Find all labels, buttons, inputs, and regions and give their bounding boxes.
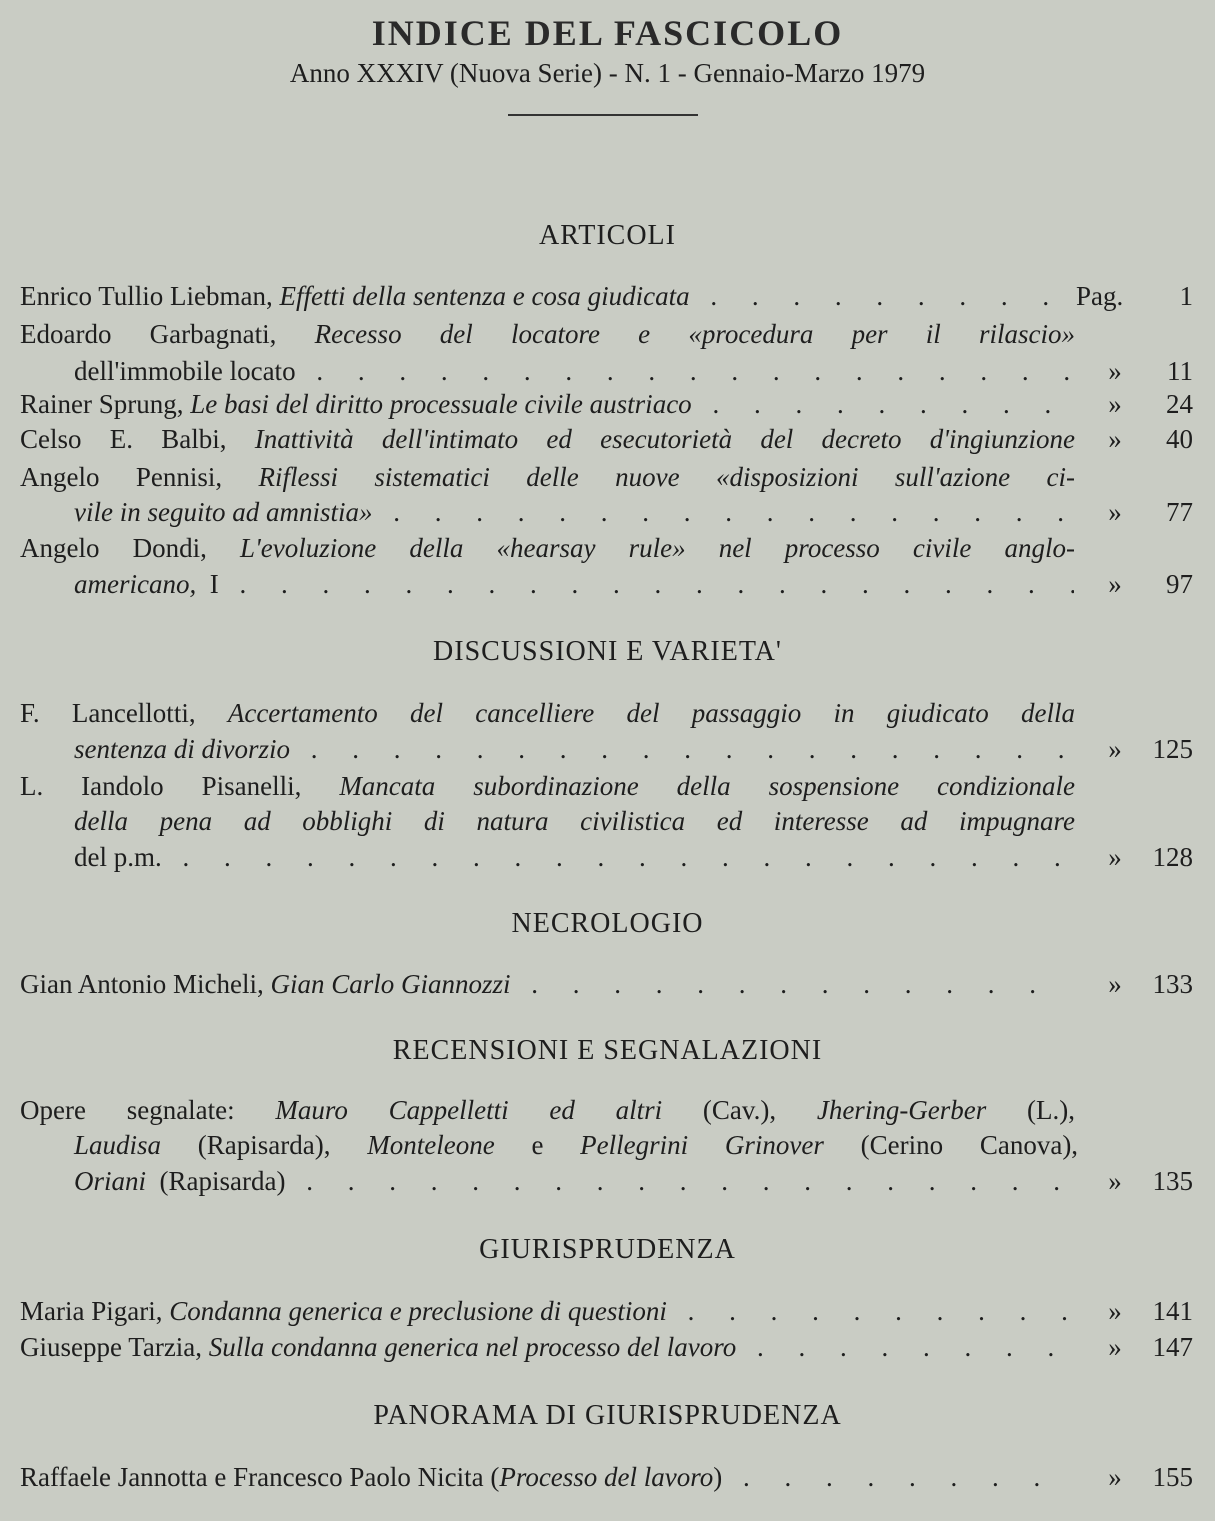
ditto-mark: » <box>1108 1166 1122 1196</box>
entry-title: L'evoluzione della «hearsay rule» nel processo civile anglo- <box>239 533 1075 563</box>
review-work: Jhering-Gerber <box>816 1095 987 1125</box>
ditto-mark: » <box>1108 1296 1122 1326</box>
entry-page-number: 147 <box>1152 1332 1193 1362</box>
entry-author: Rainer Sprung, <box>20 389 184 419</box>
entry-author: Gian Antonio Micheli, <box>20 969 264 999</box>
entry-author: Raffaele Jannotta e Francesco Paolo Nicita <box>20 1462 484 1492</box>
toc-entry-text <box>20 530 1075 566</box>
toc-entry-text <box>20 695 1075 731</box>
review-reviewer: (Rapisarda) <box>159 1166 286 1196</box>
entry-continuation-text: del p.m. . . <box>74 839 1074 875</box>
entry-page-number: 135 <box>1152 1166 1193 1196</box>
review-line <box>0 1092 1215 1128</box>
entry-title: Inattività dell'intimato ed esecutorietà del decreto d'ingiunzione <box>254 424 1075 454</box>
review-line-text <box>20 1092 1075 1128</box>
entry-title: Le basi del diritto processuale civile austriaco <box>190 389 692 419</box>
review-line <box>0 1127 1215 1163</box>
entry-page-number: 11 <box>1167 356 1193 386</box>
review-work: Pellegrini Grinover <box>580 1130 824 1160</box>
toc-entry-text <box>20 1293 1070 1329</box>
toc-entry-text <box>20 316 1075 352</box>
entry-title: Effetti della sentenza e cosa giudicata <box>279 281 690 311</box>
review-line-text <box>74 1127 1078 1163</box>
review-reviewer: (Cerino Canova), <box>860 1130 1079 1160</box>
entry-title: Gian Carlo Giannozzi <box>270 969 511 999</box>
entry-title: Mancata subordinazione della sospensione condizionale <box>339 771 1076 801</box>
toc-entry-continuation <box>0 839 1215 875</box>
section-heading-recensioni: RECENSIONI E SEGNALAZIONI <box>392 1035 823 1066</box>
review-line <box>0 1163 1215 1199</box>
review-reviewer: (Rapisarda), <box>197 1130 331 1160</box>
issue-subtitle: Anno XXXIV (Nuova Serie) - N. 1 - Gennaio-Marzo 1979 <box>289 58 926 88</box>
entry-page-number: 77 <box>1166 497 1193 527</box>
entry-page-number: 141 <box>1152 1296 1193 1326</box>
ditto-mark: » <box>1108 569 1122 599</box>
entry-title-line2: della pena ad obblighi di natura civilistica ed interesse ad impugnare <box>74 806 1075 836</box>
review-work: Mauro Cappelletti ed altri <box>275 1095 663 1125</box>
toc-entry-continuation <box>0 353 1215 389</box>
ditto-mark: » <box>1108 842 1122 872</box>
toc-entry-text <box>20 386 1070 422</box>
entry-title: Condanna generica e preclusione di questioni <box>169 1296 667 1326</box>
toc-entry-continuation <box>0 803 1215 839</box>
section-heading-necrologio: NECROLOGIO <box>511 908 704 939</box>
entry-continuation-text: sentenza di divorzio <box>74 734 290 764</box>
toc-entry-text <box>20 1329 1070 1365</box>
entry-author: Maria Pigari, <box>20 1296 163 1326</box>
ditto-mark: » <box>1108 1332 1122 1362</box>
ditto-mark: » <box>1108 424 1122 454</box>
entry-continuation-text: vile in seguito ad amnistia» <box>74 497 373 527</box>
toc-entry <box>0 421 1215 457</box>
section-heading-articoli: ARTICOLI <box>539 220 676 251</box>
toc-entry-text <box>20 278 1070 314</box>
entry-author: L. Iandolo Pisanelli, <box>20 771 302 801</box>
ditto-mark: » <box>1108 969 1122 999</box>
entry-page-number: 128 <box>1152 842 1193 872</box>
toc-entry <box>0 1293 1215 1329</box>
toc-entry <box>0 966 1215 1002</box>
entry-page-number: 1 <box>1179 281 1193 311</box>
entry-page-number: 125 <box>1152 734 1193 764</box>
entry-author: Enrico Tullio Liebman, <box>20 281 273 311</box>
toc-entry <box>0 1459 1215 1495</box>
toc-entry <box>0 1329 1215 1365</box>
entry-author: Angelo Dondi, <box>20 533 207 563</box>
entry-continuation-wrap <box>74 566 1074 602</box>
entry-title: Recesso del locatore e «procedura per il rilascio» <box>314 319 1075 349</box>
toc-entry <box>0 386 1215 422</box>
title-divider <box>508 114 698 116</box>
reviews-prefix: Opere segnalate: <box>20 1095 235 1125</box>
toc-entry-text <box>20 459 1075 495</box>
entry-page-number: 133 <box>1152 969 1193 999</box>
toc-entry-continuation <box>0 731 1215 767</box>
review-work: Monteleone <box>367 1130 495 1160</box>
entry-author: F. Lancellotti, <box>20 698 196 728</box>
toc-entry-text <box>20 421 1075 457</box>
entry-page-number: 24 <box>1166 389 1193 419</box>
page-title: INDICE DEL FASCICOLO <box>371 13 844 53</box>
section-heading-panorama: PANORAMA DI GIURISPRUDENZA <box>373 1400 842 1431</box>
toc-entry <box>0 459 1215 495</box>
ditto-mark: » <box>1108 734 1122 764</box>
entry-title: Processo del lavoro <box>499 1462 714 1492</box>
entry-continuation-text: dell'immobile locato . . <box>74 353 1074 389</box>
entry-title: Riflessi sistematici delle nuove «disposizioni sull'azione ci- <box>258 462 1075 492</box>
page-label: Pag. <box>1076 281 1124 311</box>
review-reviewer: (L.), <box>1027 1095 1076 1125</box>
entry-page-number: 155 <box>1152 1462 1193 1492</box>
entry-page-number: 40 <box>1166 424 1193 454</box>
review-work: Oriani <box>74 1166 147 1196</box>
entry-author: Celso E. Balbi, <box>20 424 227 454</box>
toc-entry-text <box>20 966 1070 1002</box>
ditto-mark: » <box>1108 356 1122 386</box>
review-work: Laudisa <box>74 1130 162 1160</box>
toc-entry <box>0 768 1215 804</box>
toc-entry <box>0 695 1215 731</box>
toc-entry <box>0 530 1215 566</box>
review-line-text <box>74 1163 1074 1199</box>
entry-author: Edoardo Garbagnati, <box>20 319 277 349</box>
entry-part-number: I <box>209 569 219 599</box>
entry-title-line2-wrap <box>74 803 1075 839</box>
entry-author: Angelo Pennisi, <box>20 462 223 492</box>
toc-entry <box>0 316 1215 352</box>
entry-continuation-wrap <box>74 494 1074 530</box>
entry-continuation-text: americano, <box>74 569 197 599</box>
toc-entry <box>0 278 1215 314</box>
section-heading-giurisprudenza: GIURISPRUDENZA <box>479 1234 736 1265</box>
review-joiner: e <box>531 1130 544 1160</box>
entry-page-number: 97 <box>1166 569 1193 599</box>
review-reviewer: (Cav.), <box>702 1095 777 1125</box>
entry-title: Sulla condanna generica nel processo del lavoro <box>208 1332 737 1362</box>
toc-entry-text: Raffaele Jannotta e Francesco Paolo Nicita (Processo del lavoro) . . <box>20 1459 1070 1495</box>
ditto-mark: » <box>1108 389 1122 419</box>
section-heading-discussioni: DISCUSSIONI E VARIETA' <box>433 636 782 667</box>
ditto-mark: » <box>1108 1462 1122 1492</box>
toc-entry-continuation <box>0 566 1215 602</box>
ditto-mark: » <box>1108 497 1122 527</box>
toc-entry-text <box>20 768 1075 804</box>
entry-title: Accertamento del cancelliere del passaggio in giudicato della <box>227 698 1075 728</box>
entry-continuation-wrap <box>74 731 1074 767</box>
entry-author: Giuseppe Tarzia, <box>20 1332 203 1362</box>
toc-entry-continuation <box>0 494 1215 530</box>
